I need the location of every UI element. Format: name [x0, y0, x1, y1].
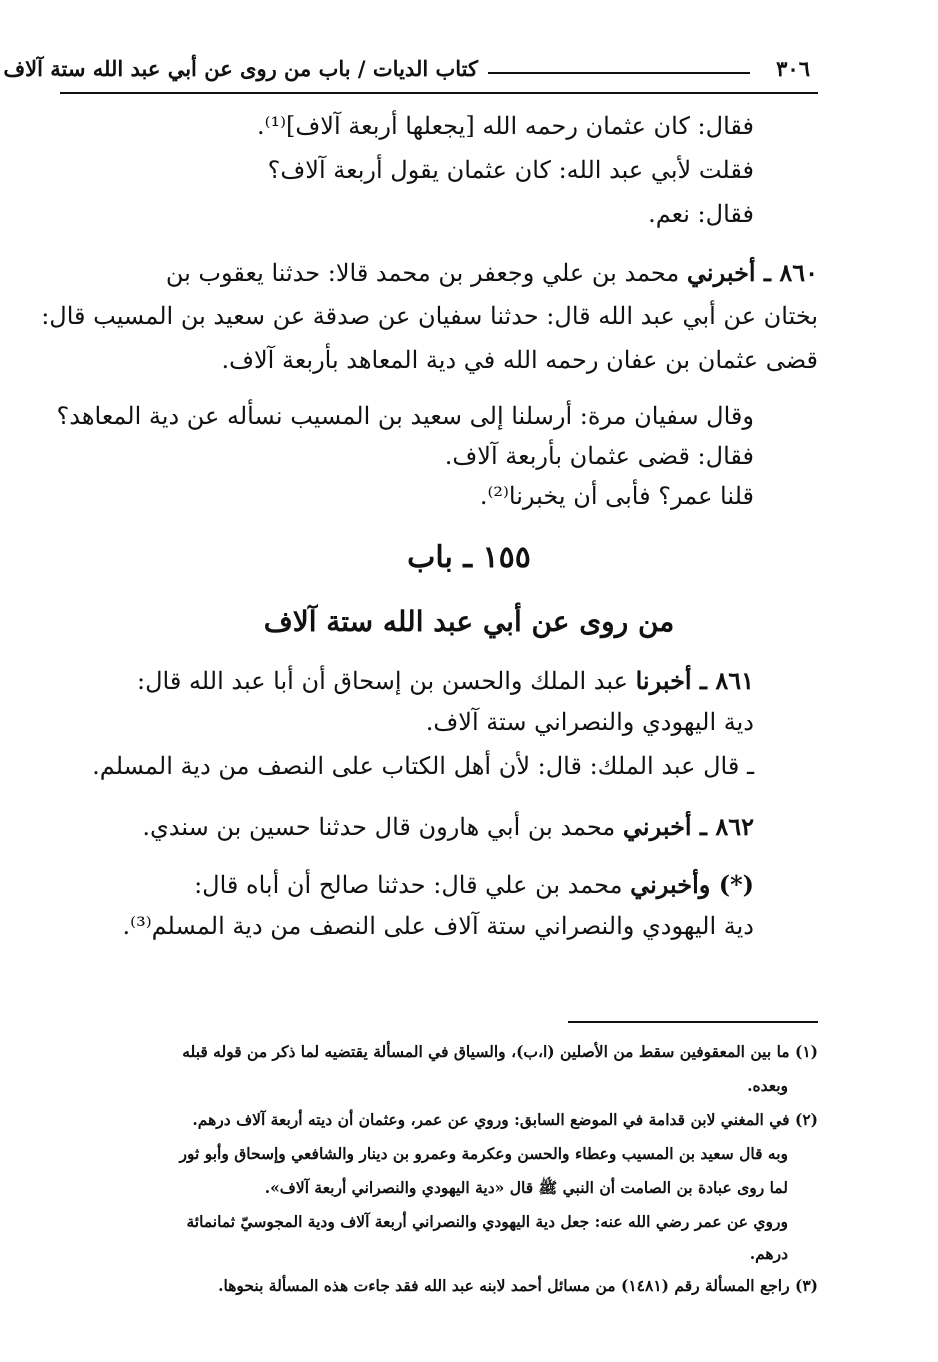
- text-line: فقال: نعم.: [648, 200, 754, 228]
- footnote-line: وبعده.: [747, 1076, 788, 1095]
- footnote-line: (٢) في المغني لابن قدامة في الموضع السابق: وروي عن عمر، وعثمان أن ديته أربعة آلاف درهم.: [192, 1110, 818, 1129]
- text-line: فقال: كان عثمان رحمه الله [يجعلها أربعة آلاف]⁽¹⁾.: [256, 112, 754, 140]
- hadith-860-line2: بختان عن أبي عبد الله قال: حدثنا سفيان عن صدقة عن سعيد بن المسيب قال:: [41, 302, 818, 330]
- running-title: كتاب الديات / باب من روى عن أبي عبد الله ستة آلاف: [3, 56, 478, 81]
- footnote-line: وروي عن عمر رضي الله عنه: جعل دية اليهودي والنصراني أربعة آلاف ودية المجوسيّ ثمانمائة: [186, 1212, 788, 1231]
- hadith-text: محمد بن أبي هارون قال حدثنا حسين بن سندي.: [142, 813, 623, 841]
- text-line: فقال: قضى عثمان بأربعة آلاف.: [444, 442, 754, 470]
- hadith-text: محمد بن علي قال: حدثنا صالح أن أباه قال:: [194, 871, 631, 899]
- chapter-number: ١٥٥ ـ باب: [407, 540, 531, 575]
- header-underline: [60, 92, 818, 94]
- hadith-text: عبد الملك والحسن بن إسحاق أن أبا عبد الله قال:: [137, 667, 636, 695]
- hadith-860-line1: [166, 258, 818, 287]
- footnote-line: درهم.: [749, 1244, 788, 1263]
- footnote-line: لما روى عبادة بن الصامت أن النبي ﷺ قال «دية اليهودي والنصراني أربعة آلاف».: [264, 1178, 788, 1197]
- chapter-title: من روى عن أبي عبد الله ستة آلاف: [263, 605, 675, 638]
- hadith-861-line3: ـ قال عبد الملك: قال: لأن أهل الكتاب على النصف من دية المسلم.: [92, 752, 754, 780]
- page-number: ٣٠٦: [776, 56, 810, 81]
- footnote-line: (١) ما بين المعقوفين سقط من الأصلين (ا،ب)، والسياق في المسألة يقتضيه لما ذكر من قوله قبله: [182, 1042, 818, 1061]
- hadith-number: (*) وأخبرني: [630, 870, 754, 899]
- hadith-number: ٨٦٢ ـ أخبرني: [622, 812, 754, 841]
- hadith-860-line3: قضى عثمان بن عفان رحمه الله في دية المعاهد بأربعة آلاف.: [221, 346, 818, 374]
- hadith-number: ٨٦٠ ـ أخبرني: [686, 258, 818, 287]
- hadith-star-line1: [194, 870, 754, 899]
- text-line: وقال سفيان مرة: أرسلنا إلى سعيد بن المسيب نسأله عن دية المعاهد؟: [56, 402, 754, 430]
- footnote-line: (٣) راجع المسألة رقم (١٤٨١) من مسائل أحمد لابنه عبد الله فقد جاءت هذه المسألة بنحوها.: [218, 1276, 818, 1295]
- hadith-861-line1: [137, 666, 754, 695]
- hadith-text: محمد بن علي وجعفر بن محمد قالا: حدثنا يعقوب بن: [165, 259, 687, 287]
- footnote-separator: [568, 1021, 818, 1023]
- hadith-861-line2: دية اليهودي والنصراني ستة آلاف.: [425, 708, 754, 736]
- header-dash: [488, 72, 750, 74]
- text-line: فقلت لأبي عبد الله: كان عثمان يقول أربعة آلاف؟: [267, 156, 754, 184]
- hadith-862-line1: [142, 812, 754, 841]
- text-line: قلنا عمر؟ فأبى أن يخبرنا⁽²⁾.: [479, 482, 754, 510]
- footnote-line: وبه قال سعيد بن المسيب وعطاء والحسن وعكرمة وعمرو بن دينار والشافعي وإسحاق وأبو ثور: [179, 1144, 788, 1163]
- hadith-star-line2: دية اليهودي والنصراني ستة آلاف على النصف من دية المسلم⁽³⁾.: [122, 912, 754, 940]
- hadith-number: ٨٦١ ـ أخبرنا: [635, 666, 754, 695]
